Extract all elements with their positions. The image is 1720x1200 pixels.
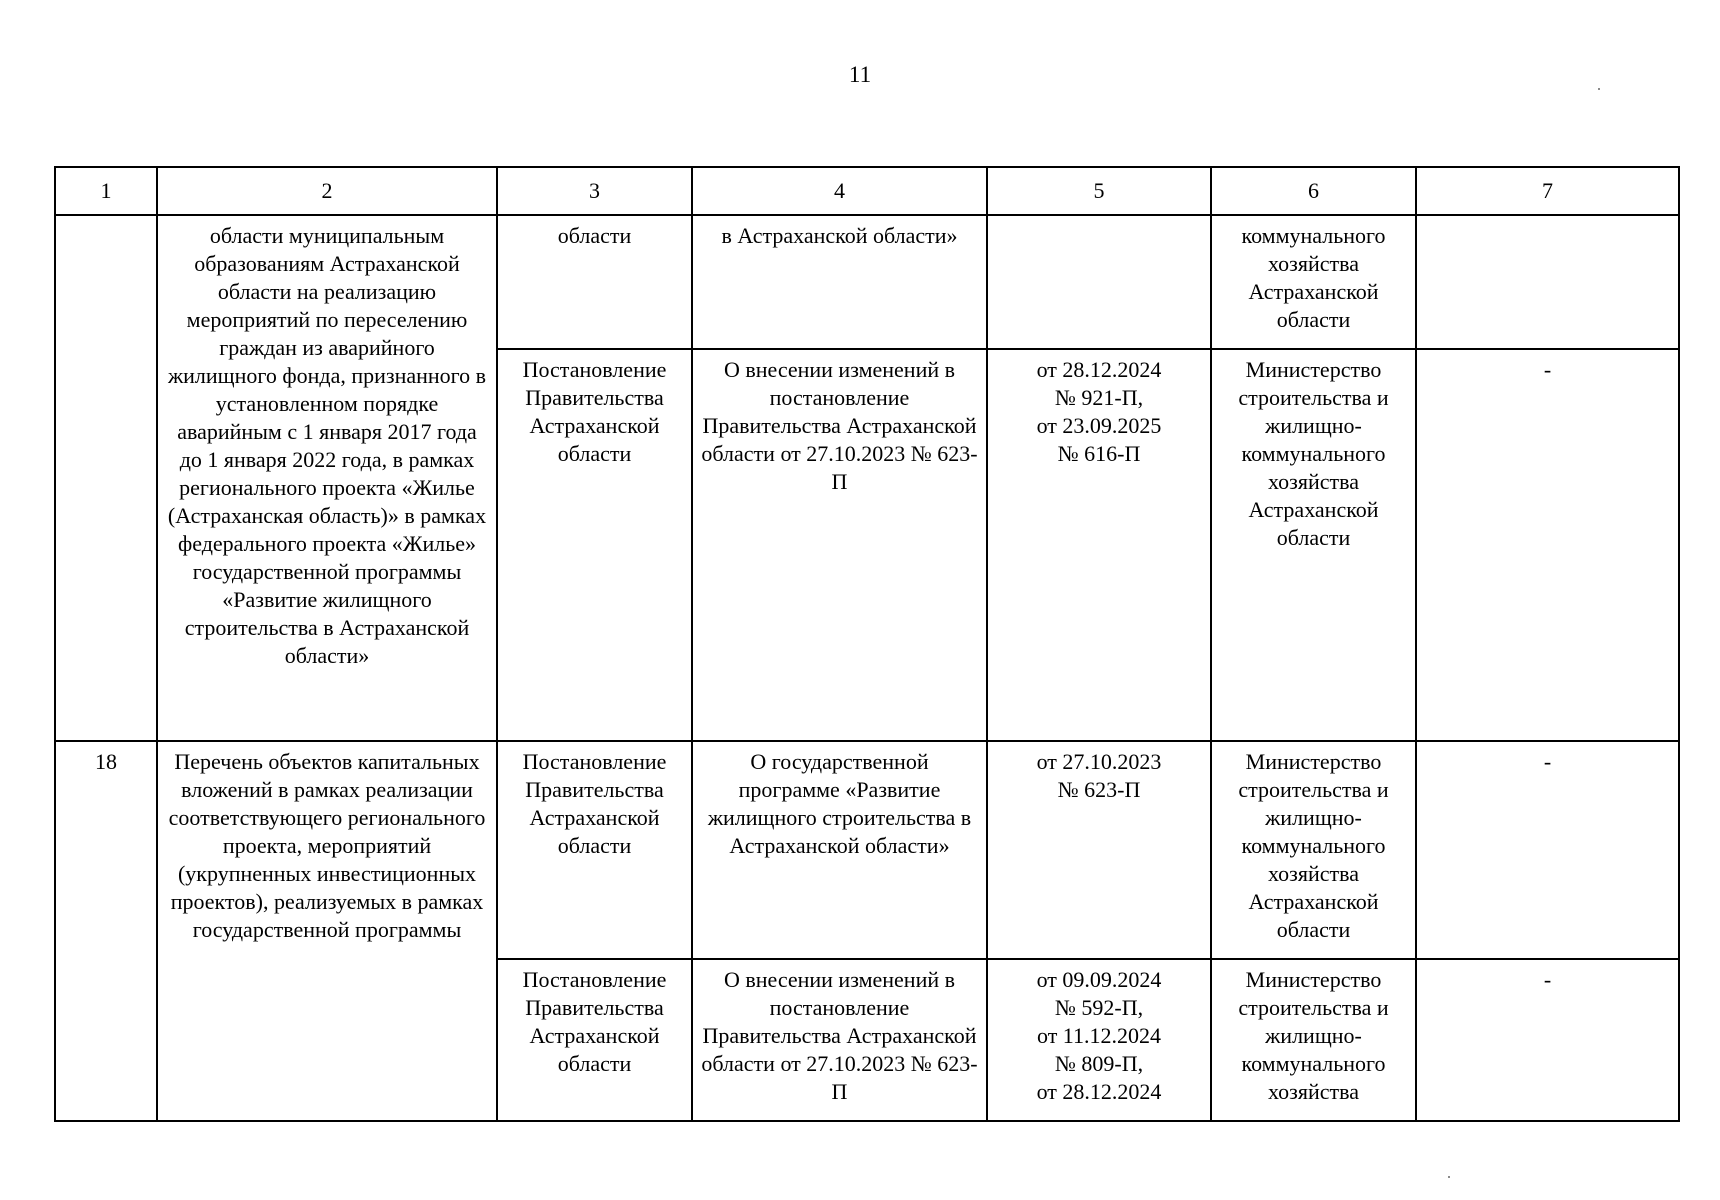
note-cell [1416, 215, 1679, 349]
scan-speck [1448, 1176, 1450, 1178]
header-cell-1: 1 [55, 167, 157, 215]
document-type-cell: области [497, 215, 692, 349]
document-table [54, 166, 1680, 1122]
header-cell-3: 3 [497, 167, 692, 215]
responsible-cell: коммунального хозяйства Астраханской области [1211, 215, 1416, 349]
page-number: 11 [848, 62, 872, 87]
table-row [55, 741, 1679, 959]
header-cell-4: 4 [692, 167, 987, 215]
table-header-row [55, 167, 1679, 215]
document-title-cell: в Астраханской области» [692, 215, 987, 349]
document-title-cell: О внесении изменений в постановление Правительства Астраханской области от 27.10.2023 № 623-П [692, 959, 987, 1121]
table-row [55, 215, 1679, 349]
scan-speck [1598, 88, 1600, 90]
note-cell: - [1416, 959, 1679, 1121]
document-title-cell: О внесении изменений в постановление Правительства Астраханской области от 27.10.2023 № 623-П [692, 349, 987, 741]
responsible-cell: Министерство строительства и жилищно-коммунального хозяйства Астраханской области [1211, 349, 1416, 741]
document-title-cell: О государственной программе «Развитие жилищного строительства в Астраханской области» [692, 741, 987, 959]
responsible-cell: Министерство строительства и жилищно-коммунального хозяйства [1211, 959, 1416, 1121]
row-number-cell: 18 [55, 741, 157, 1121]
document-type-cell: Постановление Правительства Астраханской области [497, 959, 692, 1121]
document-date-cell: от 09.09.2024 № 592-П, от 11.12.2024 № 809-П, от 28.12.2024 [987, 959, 1211, 1121]
note-cell: - [1416, 349, 1679, 741]
header-cell-6: 6 [1211, 167, 1416, 215]
header-cell-2: 2 [157, 167, 497, 215]
description-cell: области муниципальным образованиям Астраханской области на реализацию мероприятий по переселению граждан из аварийного жилищного фонда, признанного в установленном порядке аварийным с 1 января 2017 года до 1 января 2022 года, в рамках регионального проекта «Жилье (Астраханская область)» в рамках федерального проекта «Жилье» государственной программы «Развитие жилищного строительства в Астраханской области» [157, 215, 497, 741]
responsible-cell: Министерство строительства и жилищно-коммунального хозяйства Астраханской области [1211, 741, 1416, 959]
note-cell: - [1416, 741, 1679, 959]
document-date-cell [987, 215, 1211, 349]
row-number-cell [55, 215, 157, 741]
header-cell-5: 5 [987, 167, 1211, 215]
document-date-cell: от 27.10.2023 № 623-П [987, 741, 1211, 959]
document-type-cell: Постановление Правительства Астраханской области [497, 741, 692, 959]
description-cell: Перечень объектов капитальных вложений в рамках реализации соответствующего регионального проекта, мероприятий (укрупненных инвестиционных проектов), реализуемых в рамках государственной программы [157, 741, 497, 1121]
document-date-cell: от 28.12.2024 № 921-П, от 23.09.2025 № 616-П [987, 349, 1211, 741]
document-type-cell: Постановление Правительства Астраханской области [497, 349, 692, 741]
header-cell-7: 7 [1416, 167, 1679, 215]
